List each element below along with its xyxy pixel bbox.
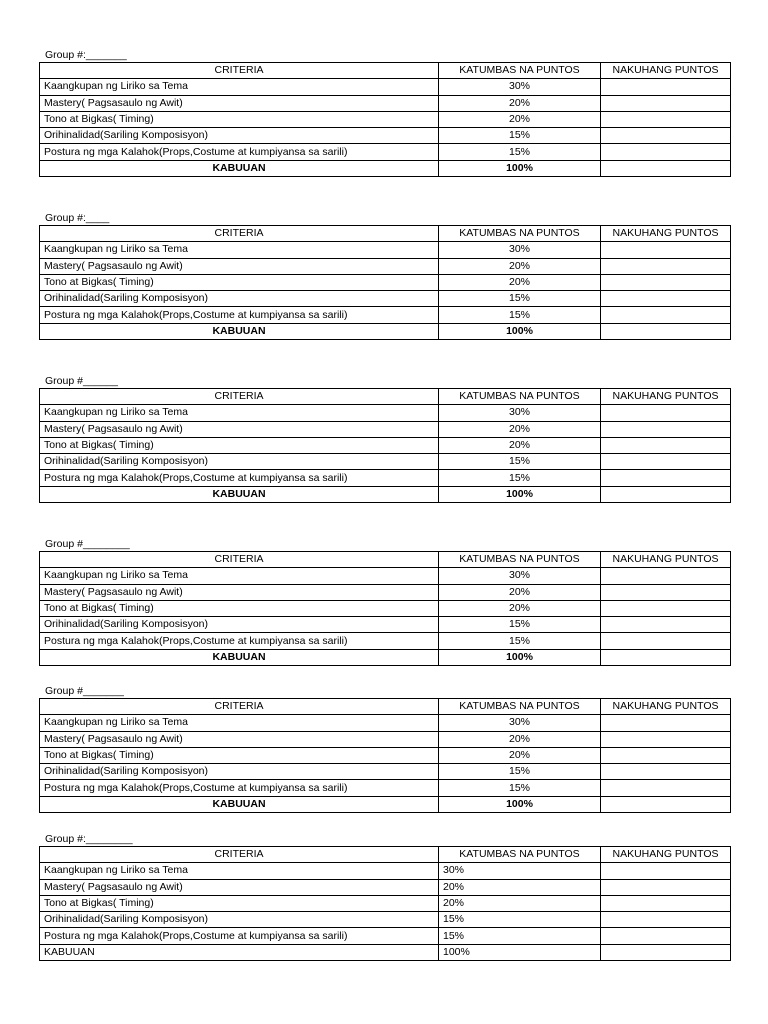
criterion-name: Postura ng mga Kalahok(Props,Costume at kumpiyansa sa sarili) xyxy=(40,307,439,323)
score-sheet-2 xyxy=(39,211,730,340)
criteria-table xyxy=(39,846,731,961)
table-row xyxy=(40,421,731,437)
table-row xyxy=(40,780,731,796)
criterion-points: 15% xyxy=(439,470,601,486)
earned-total-cell[interactable] xyxy=(601,323,731,339)
earned-cell[interactable] xyxy=(601,470,731,486)
earned-cell[interactable] xyxy=(601,912,731,928)
criterion-name: Kaangkupan ng Liriko sa Tema xyxy=(40,79,439,95)
total-label: KABUUAN xyxy=(40,649,439,665)
header-points: KATUMBAS NA PUNTOS xyxy=(439,63,601,79)
criterion-points: 20% xyxy=(439,731,601,747)
earned-cell[interactable] xyxy=(601,731,731,747)
earned-cell[interactable] xyxy=(601,95,731,111)
total-points: 100% xyxy=(439,796,601,812)
total-row xyxy=(40,486,731,502)
table-row xyxy=(40,470,731,486)
criteria-table xyxy=(39,62,731,177)
table-row xyxy=(40,274,731,290)
earned-cell[interactable] xyxy=(601,307,731,323)
criterion-points: 15% xyxy=(439,454,601,470)
earned-cell[interactable] xyxy=(601,780,731,796)
criterion-name: Orihinalidad(Sariling Komposisyon) xyxy=(40,291,439,307)
total-label: KABUUAN xyxy=(40,486,439,502)
criterion-points: 30% xyxy=(439,568,601,584)
total-points: 100% xyxy=(439,944,601,960)
table-row xyxy=(40,895,731,911)
earned-cell[interactable] xyxy=(601,584,731,600)
criterion-points: 20% xyxy=(439,879,601,895)
total-row xyxy=(40,160,731,176)
earned-total-cell[interactable] xyxy=(601,649,731,665)
total-row xyxy=(40,796,731,812)
criterion-name: Orihinalidad(Sariling Komposisyon) xyxy=(40,454,439,470)
header-row xyxy=(40,847,731,863)
group-label: Group #_______ xyxy=(45,685,124,697)
total-row xyxy=(40,649,731,665)
earned-cell[interactable] xyxy=(601,454,731,470)
table-row xyxy=(40,584,731,600)
criterion-name: Kaangkupan ng Liriko sa Tema xyxy=(40,568,439,584)
score-sheet-4 xyxy=(39,537,730,666)
header-criteria: CRITERIA xyxy=(40,847,439,863)
table-row xyxy=(40,144,731,160)
earned-cell[interactable] xyxy=(601,895,731,911)
table-row xyxy=(40,568,731,584)
criterion-name: Tono at Bigkas( Timing) xyxy=(40,437,439,453)
group-label: Group #______ xyxy=(45,375,118,387)
header-criteria: CRITERIA xyxy=(40,63,439,79)
header-row xyxy=(40,389,731,405)
table-row xyxy=(40,715,731,731)
criterion-points: 15% xyxy=(439,764,601,780)
criterion-name: Tono at Bigkas( Timing) xyxy=(40,747,439,763)
criterion-points: 20% xyxy=(439,584,601,600)
table-row xyxy=(40,437,731,453)
criterion-points: 20% xyxy=(439,258,601,274)
earned-cell[interactable] xyxy=(601,928,731,944)
header-row xyxy=(40,552,731,568)
header-criteria: CRITERIA xyxy=(40,226,439,242)
earned-cell[interactable] xyxy=(601,715,731,731)
earned-cell[interactable] xyxy=(601,128,731,144)
table-row xyxy=(40,307,731,323)
criterion-name: Postura ng mga Kalahok(Props,Costume at kumpiyansa sa sarili) xyxy=(40,470,439,486)
criteria-table xyxy=(39,225,731,340)
criterion-points: 30% xyxy=(439,405,601,421)
table-row xyxy=(40,600,731,616)
earned-cell[interactable] xyxy=(601,258,731,274)
header-earned: NAKUHANG PUNTOS xyxy=(601,552,731,568)
earned-cell[interactable] xyxy=(601,568,731,584)
criterion-name: Mastery( Pagsasaulo ng Awit) xyxy=(40,731,439,747)
earned-total-cell[interactable] xyxy=(601,160,731,176)
earned-cell[interactable] xyxy=(601,274,731,290)
group-label: Group #________ xyxy=(45,538,130,550)
header-criteria: CRITERIA xyxy=(40,552,439,568)
earned-cell[interactable] xyxy=(601,144,731,160)
total-label: KABUUAN xyxy=(40,160,439,176)
table-row xyxy=(40,863,731,879)
criterion-points: 30% xyxy=(439,715,601,731)
table-row xyxy=(40,747,731,763)
criterion-points: 30% xyxy=(439,79,601,95)
header-criteria: CRITERIA xyxy=(40,699,439,715)
criterion-name: Postura ng mga Kalahok(Props,Costume at kumpiyansa sa sarili) xyxy=(40,633,439,649)
header-earned: NAKUHANG PUNTOS xyxy=(601,847,731,863)
total-label: KABUUAN xyxy=(40,323,439,339)
earned-cell[interactable] xyxy=(601,437,731,453)
criterion-points: 15% xyxy=(439,928,601,944)
criterion-points: 15% xyxy=(439,128,601,144)
group-label: Group #:_______ xyxy=(45,49,127,61)
criterion-points: 20% xyxy=(439,895,601,911)
group-label: Group #:____ xyxy=(45,212,110,224)
table-row xyxy=(40,242,731,258)
criterion-name: Orihinalidad(Sariling Komposisyon) xyxy=(40,764,439,780)
criterion-points: 15% xyxy=(439,307,601,323)
table-row xyxy=(40,128,731,144)
total-row xyxy=(40,944,731,960)
criterion-name: Orihinalidad(Sariling Komposisyon) xyxy=(40,128,439,144)
criterion-points: 20% xyxy=(439,421,601,437)
header-points: KATUMBAS NA PUNTOS xyxy=(439,226,601,242)
table-row xyxy=(40,731,731,747)
total-label: KABUUAN xyxy=(40,796,439,812)
criterion-name: Mastery( Pagsasaulo ng Awit) xyxy=(40,421,439,437)
header-row xyxy=(40,63,731,79)
earned-total-cell[interactable] xyxy=(601,944,731,960)
criterion-name: Postura ng mga Kalahok(Props,Costume at kumpiyansa sa sarili) xyxy=(40,928,439,944)
total-label: KABUUAN xyxy=(40,944,439,960)
criteria-table xyxy=(39,698,731,813)
total-row xyxy=(40,323,731,339)
earned-total-cell[interactable] xyxy=(601,486,731,502)
criteria-table xyxy=(39,388,731,503)
table-row xyxy=(40,79,731,95)
earned-cell[interactable] xyxy=(601,242,731,258)
criterion-name: Kaangkupan ng Liriko sa Tema xyxy=(40,863,439,879)
criterion-points: 20% xyxy=(439,437,601,453)
criterion-points: 20% xyxy=(439,600,601,616)
table-row xyxy=(40,617,731,633)
earned-cell[interactable] xyxy=(601,747,731,763)
score-sheet-1 xyxy=(39,48,730,177)
criterion-points: 20% xyxy=(439,274,601,290)
earned-cell[interactable] xyxy=(601,421,731,437)
header-earned: NAKUHANG PUNTOS xyxy=(601,63,731,79)
header-criteria: CRITERIA xyxy=(40,389,439,405)
header-row xyxy=(40,699,731,715)
score-sheet-3 xyxy=(39,374,730,503)
earned-cell[interactable] xyxy=(601,863,731,879)
criterion-name: Mastery( Pagsasaulo ng Awit) xyxy=(40,95,439,111)
table-row xyxy=(40,928,731,944)
criterion-name: Tono at Bigkas( Timing) xyxy=(40,111,439,127)
header-points: KATUMBAS NA PUNTOS xyxy=(439,699,601,715)
earned-cell[interactable] xyxy=(601,600,731,616)
criterion-name: Kaangkupan ng Liriko sa Tema xyxy=(40,715,439,731)
criterion-points: 15% xyxy=(439,912,601,928)
header-earned: NAKUHANG PUNTOS xyxy=(601,699,731,715)
criterion-name: Tono at Bigkas( Timing) xyxy=(40,274,439,290)
table-row xyxy=(40,405,731,421)
criterion-name: Mastery( Pagsasaulo ng Awit) xyxy=(40,879,439,895)
criterion-points: 20% xyxy=(439,95,601,111)
criteria-table xyxy=(39,551,731,666)
table-row xyxy=(40,633,731,649)
header-row xyxy=(40,226,731,242)
earned-cell[interactable] xyxy=(601,617,731,633)
criterion-points: 15% xyxy=(439,291,601,307)
header-points: KATUMBAS NA PUNTOS xyxy=(439,552,601,568)
earned-cell[interactable] xyxy=(601,633,731,649)
earned-cell[interactable] xyxy=(601,405,731,421)
criterion-name: Postura ng mga Kalahok(Props,Costume at kumpiyansa sa sarili) xyxy=(40,780,439,796)
criterion-name: Postura ng mga Kalahok(Props,Costume at kumpiyansa sa sarili) xyxy=(40,144,439,160)
table-row xyxy=(40,912,731,928)
earned-cell[interactable] xyxy=(601,764,731,780)
criterion-points: 15% xyxy=(439,780,601,796)
total-points: 100% xyxy=(439,649,601,665)
table-row xyxy=(40,291,731,307)
header-points: KATUMBAS NA PUNTOS xyxy=(439,389,601,405)
total-points: 100% xyxy=(439,160,601,176)
score-sheet-6 xyxy=(39,832,730,961)
group-label: Group #:________ xyxy=(45,833,133,845)
earned-total-cell[interactable] xyxy=(601,796,731,812)
table-row xyxy=(40,764,731,780)
earned-cell[interactable] xyxy=(601,111,731,127)
earned-cell[interactable] xyxy=(601,79,731,95)
criterion-name: Tono at Bigkas( Timing) xyxy=(40,600,439,616)
total-points: 100% xyxy=(439,323,601,339)
table-row xyxy=(40,454,731,470)
criterion-points: 20% xyxy=(439,111,601,127)
criterion-points: 15% xyxy=(439,617,601,633)
criterion-name: Tono at Bigkas( Timing) xyxy=(40,895,439,911)
criterion-points: 15% xyxy=(439,633,601,649)
earned-cell[interactable] xyxy=(601,879,731,895)
table-row xyxy=(40,111,731,127)
header-points: KATUMBAS NA PUNTOS xyxy=(439,847,601,863)
criterion-name: Kaangkupan ng Liriko sa Tema xyxy=(40,405,439,421)
earned-cell[interactable] xyxy=(601,291,731,307)
criterion-name: Mastery( Pagsasaulo ng Awit) xyxy=(40,584,439,600)
criterion-points: 20% xyxy=(439,747,601,763)
criterion-name: Kaangkupan ng Liriko sa Tema xyxy=(40,242,439,258)
criterion-points: 30% xyxy=(439,863,601,879)
criterion-name: Mastery( Pagsasaulo ng Awit) xyxy=(40,258,439,274)
criterion-points: 30% xyxy=(439,242,601,258)
table-row xyxy=(40,258,731,274)
total-points: 100% xyxy=(439,486,601,502)
header-earned: NAKUHANG PUNTOS xyxy=(601,226,731,242)
table-row xyxy=(40,879,731,895)
criterion-name: Orihinalidad(Sariling Komposisyon) xyxy=(40,617,439,633)
criterion-points: 15% xyxy=(439,144,601,160)
score-sheet-5 xyxy=(39,684,730,813)
criterion-name: Orihinalidad(Sariling Komposisyon) xyxy=(40,912,439,928)
table-row xyxy=(40,95,731,111)
header-earned: NAKUHANG PUNTOS xyxy=(601,389,731,405)
